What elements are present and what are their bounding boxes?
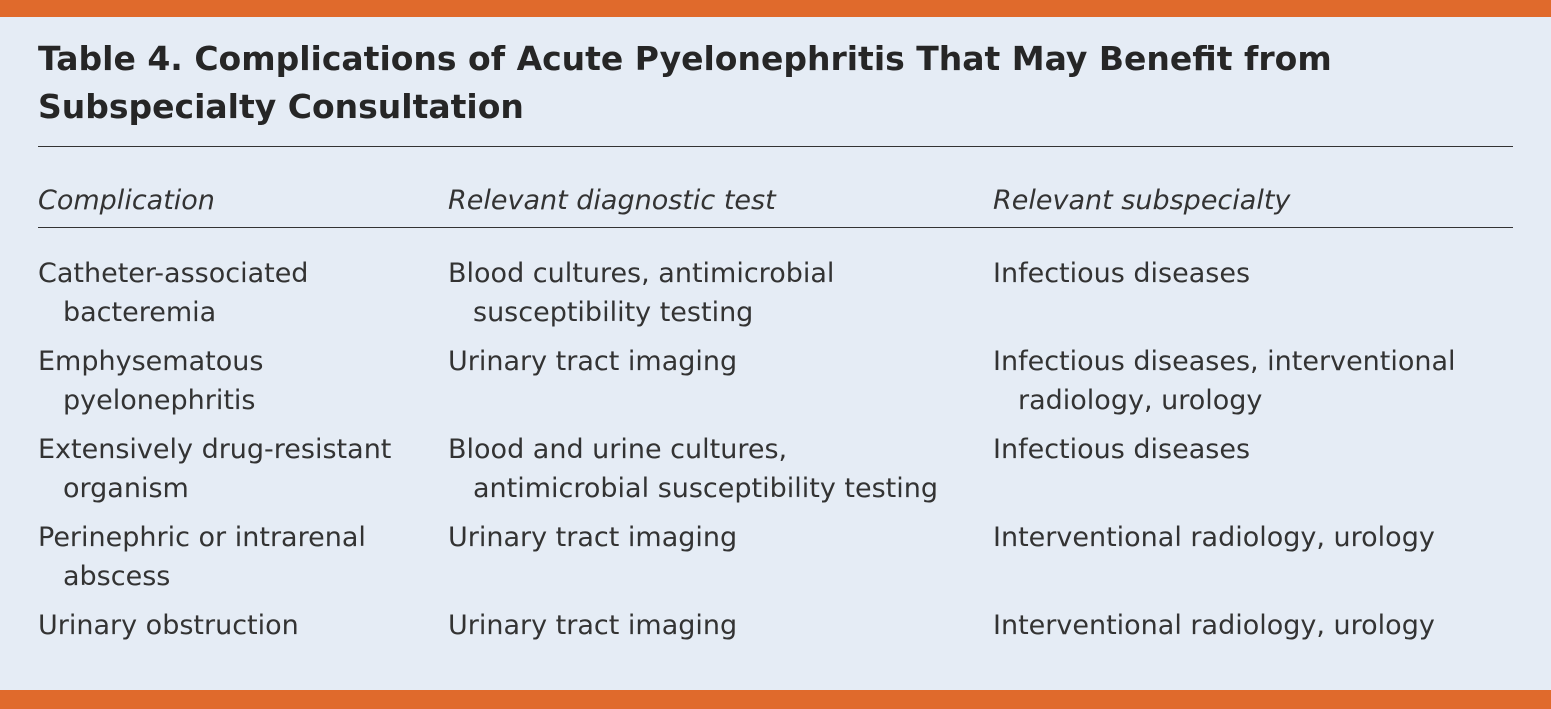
column-header-complication: Complication [38, 185, 215, 216]
table-cell-diagnostic-test: Blood cultures, antimicrobial susceptibility testing [448, 258, 835, 328]
table-cell-complication: Perinephric or intrarenal abscess [38, 522, 366, 592]
title-divider [38, 146, 1513, 147]
table-title: Table 4. Complications of Acute Pyelonephritis That May Benefit from Subspecialty Consultation [38, 39, 1332, 126]
table-cell-diagnostic-test: Urinary tract imaging [448, 346, 738, 377]
header-divider [38, 227, 1513, 228]
table-cell-complication: Extensively drug-resistant organism [38, 434, 392, 504]
column-header-subspecialty: Relevant subspecialty [993, 185, 1291, 216]
table-cell-complication: Urinary obstruction [38, 610, 299, 641]
table-cell-subspecialty: Interventional radiology, urology [993, 522, 1435, 553]
table-cell-subspecialty: Interventional radiology, urology [993, 610, 1435, 641]
table-cell-diagnostic-test: Urinary tract imaging [448, 610, 738, 641]
table-cell-diagnostic-test: Urinary tract imaging [448, 522, 738, 553]
bottom-accent-bar [0, 690, 1551, 709]
table-cell-complication: Catheter-associated bacteremia [38, 258, 309, 328]
column-header-diagnostic-test: Relevant diagnostic test [448, 185, 776, 216]
table-cell-subspecialty: Infectious diseases [993, 258, 1251, 289]
table-cell-complication: Emphysematous pyelonephritis [38, 346, 264, 416]
top-accent-bar [0, 0, 1551, 17]
table-cell-subspecialty: Infectious diseases [993, 434, 1251, 465]
table-cell-subspecialty: Infectious diseases, interventional radiology, urology [993, 346, 1456, 416]
table-cell-diagnostic-test: Blood and urine cultures, antimicrobial susceptibility testing [448, 434, 939, 504]
